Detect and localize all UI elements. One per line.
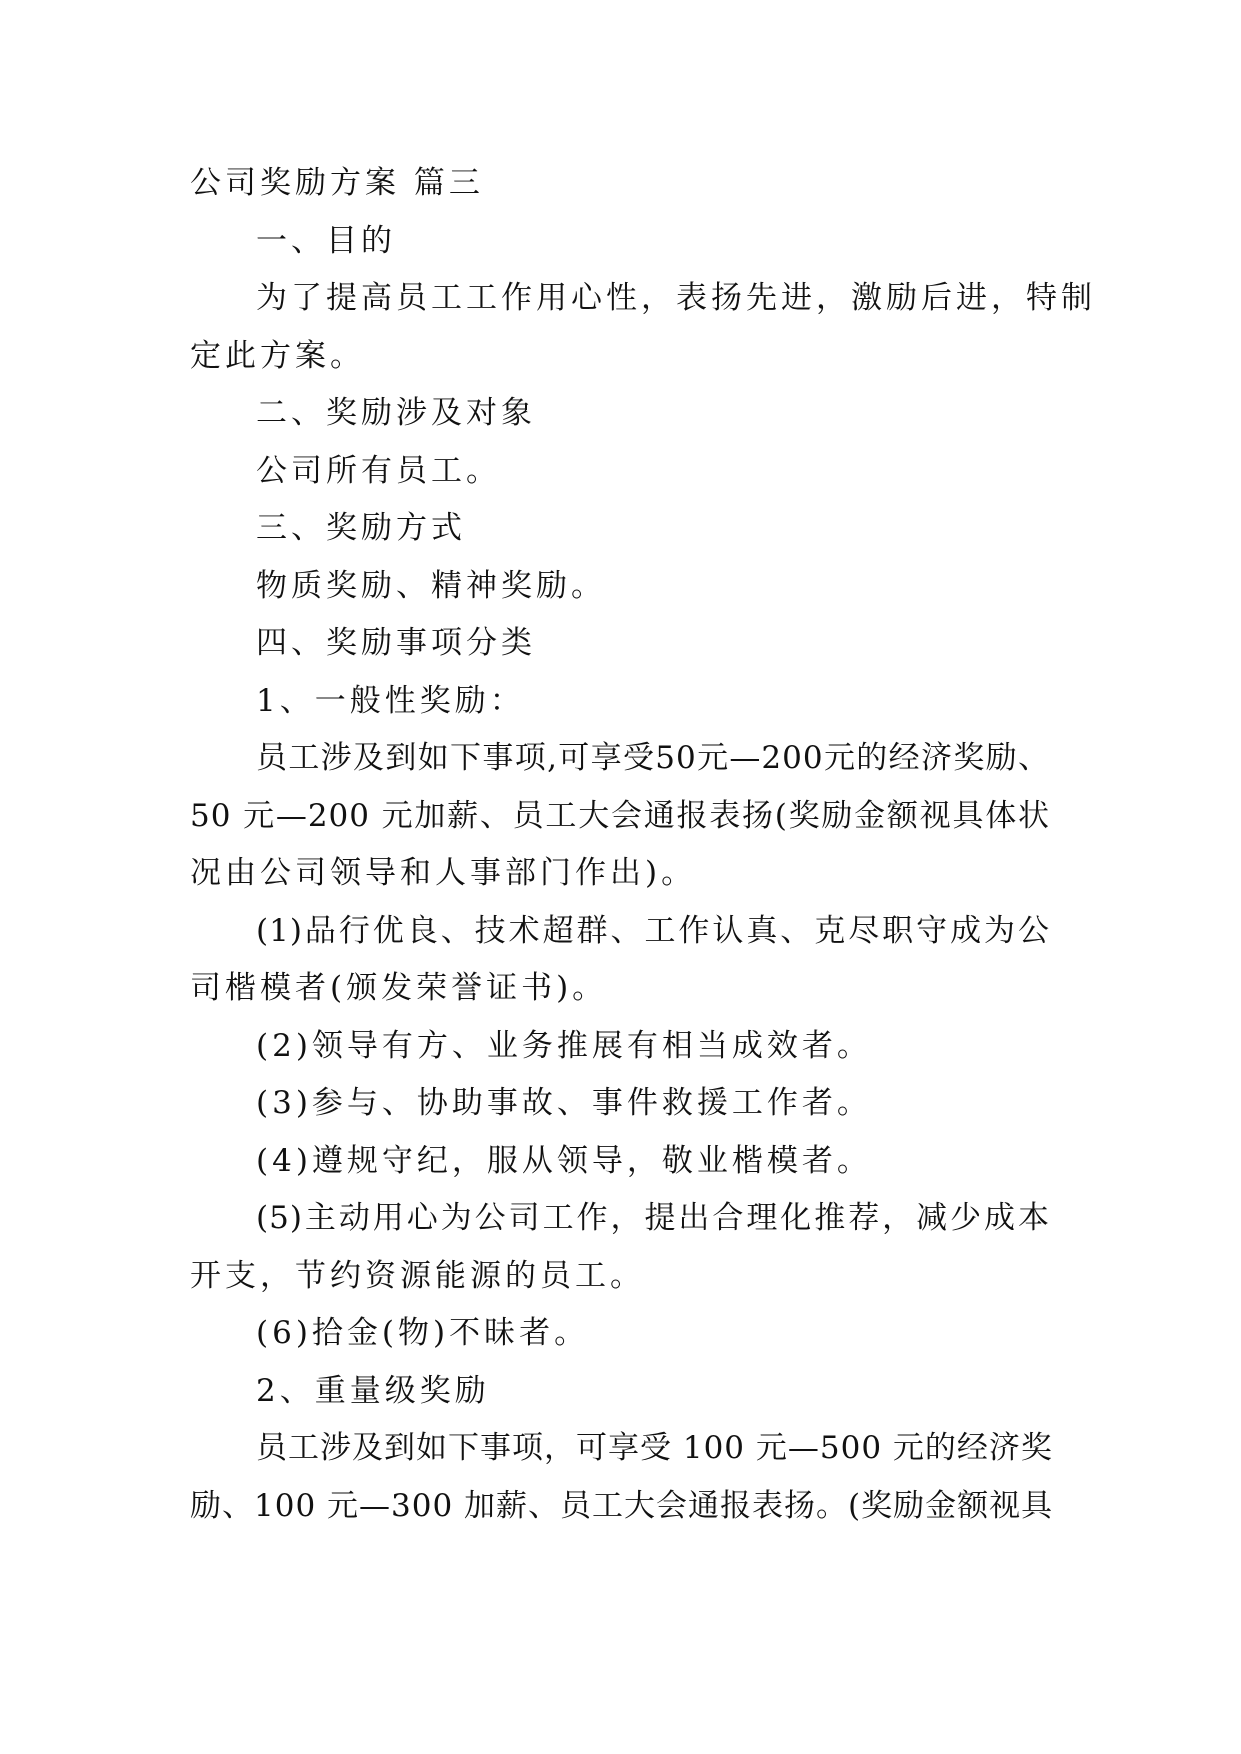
- section-heading-categories: 四、奖励事项分类: [256, 625, 536, 661]
- paragraph-line: 物质奖励、精神奖励。: [256, 567, 606, 604]
- list-item: (4)遵规守纪，服从领导，敬业楷模者。: [256, 1142, 872, 1179]
- paragraph-line: 员工涉及到如下事项，可享受 100 元—500 元的经济奖: [256, 1430, 1053, 1466]
- list-item: (5)主动用心为公司工作，提出合理化推荐，减少成本: [256, 1200, 1050, 1236]
- list-item: (3)参与、协助事故、事件救援工作者。: [256, 1085, 872, 1121]
- paragraph-line: 司楷模者(颁发荣誉证书)。: [190, 970, 608, 1006]
- paragraph-line: 公司所有员工。: [256, 452, 501, 489]
- subsection-heading-general: 1、一般性奖励：: [256, 682, 525, 719]
- list-item: (6)拾金(物)不昧者。: [256, 1315, 590, 1351]
- paragraph-line: 员工涉及到如下事项,可享受50元—200元的经济奖励、: [256, 740, 1050, 776]
- paragraph-line: 况由公司领导和人事部门作出)。: [190, 855, 697, 891]
- section-heading-method: 三、奖励方式: [256, 510, 466, 546]
- paragraph-line: 定此方案。: [190, 337, 365, 374]
- document-body: [190, 155, 1096, 1535]
- section-heading-purpose: 一、目的: [256, 222, 396, 259]
- paragraph-line: 开支，节约资源能源的员工。: [190, 1257, 645, 1294]
- section-heading-scope: 二、奖励涉及对象: [256, 395, 536, 431]
- paragraph-line: 为了提高员工工作用心性，表扬先进，激励后进，特制: [256, 280, 1096, 316]
- document-title: 公司奖励方案 篇三: [190, 165, 484, 201]
- paragraph-line: 励、100 元—300 加薪、员工大会通报表扬。(奖励金额视具: [190, 1487, 1054, 1524]
- paragraph-line: 50 元—200 元加薪、员工大会通报表扬(奖励金额视具体状: [190, 797, 1050, 834]
- subsection-heading-major: 2、重量级奖励: [256, 1372, 490, 1409]
- list-item: (1)品行优良、技术超群、工作认真、克尽职守成为公: [256, 912, 1050, 949]
- list-item: (2)领导有方、业务推展有相当成效者。: [256, 1027, 872, 1064]
